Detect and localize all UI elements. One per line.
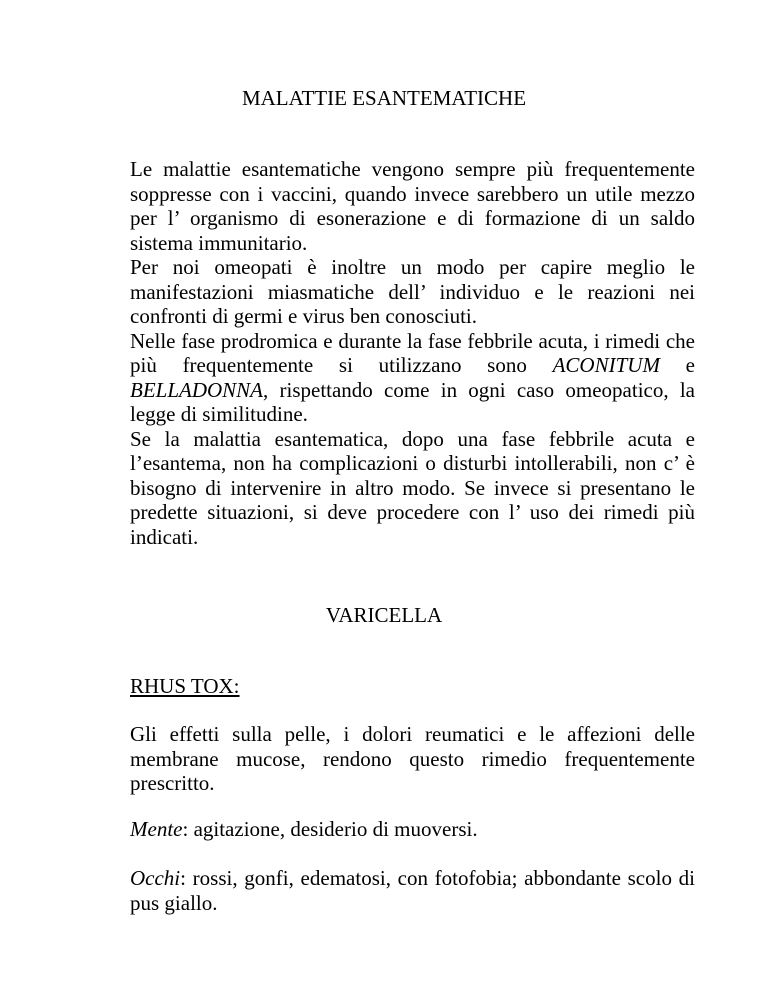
intro-paragraph-4: Se la malattia esantematica, dopo una fase febbrile acuta e l’esantema, non ha complicazioni o disturbi intollerabili, non c’ è bisogno di intervenire in altro modo. Se invece si presentano le predette situazioni, si deve procedere con l’ uso dei rimedi più indicati. (130, 426, 695, 549)
remedy-item-text: : agitazione, desiderio di muoversi. (182, 817, 478, 841)
intro-paragraph-3-text-end: , rispettando come in ogni caso omeopatico, la legge di similitudine. (130, 377, 695, 426)
remedy-item-mente (130, 817, 695, 842)
intro-paragraph-2: Per noi omeopati è inoltre un modo per capire meglio le manifestazioni miasmatiche dell’ individuo e le reazioni nei confronti di germi e virus ben conosciuti. (130, 255, 695, 328)
intro-paragraph-1: Le malattie esantematiche vengono sempre più frequentemente soppresse con i vaccini, quando invece sarebbero un utile mezzo per l’ organismo di esonerazione e di formazione di un saldo sistema immunitario. (130, 157, 695, 255)
remedy-title: RHUS TOX: (130, 674, 240, 698)
remedy-belladonna: BELLADONNA (130, 377, 264, 402)
remedy-item-label: Mente (130, 817, 183, 841)
intro-section (130, 157, 695, 549)
intro-paragraph-3 (130, 329, 695, 427)
section-title: VARICELLA (325, 603, 443, 627)
remedy-item-occhi (130, 866, 695, 915)
intro-paragraph-3-conjunction: e (659, 353, 695, 377)
document-title: MALATTIE ESANTEMATICHE (241, 86, 527, 110)
remedy-aconitum: ACONITUM (552, 353, 660, 377)
remedy-item-text: : rossi, gonfi, edematosi, con fotofobia; abbondante scolo di pus giallo. (130, 866, 695, 915)
remedy-item-label: Occhi (130, 866, 181, 890)
intro-paragraph-3-text-start: Nelle fase prodromica e durante la fase febbrile acuta, i rimedi che più frequentemente si utilizzano sono (130, 328, 695, 377)
remedy-description: Gli effetti sulla pelle, i dolori reumatici e le affezioni delle membrane mucose, rendono questo rimedio frequentemente prescritto. (130, 722, 695, 795)
